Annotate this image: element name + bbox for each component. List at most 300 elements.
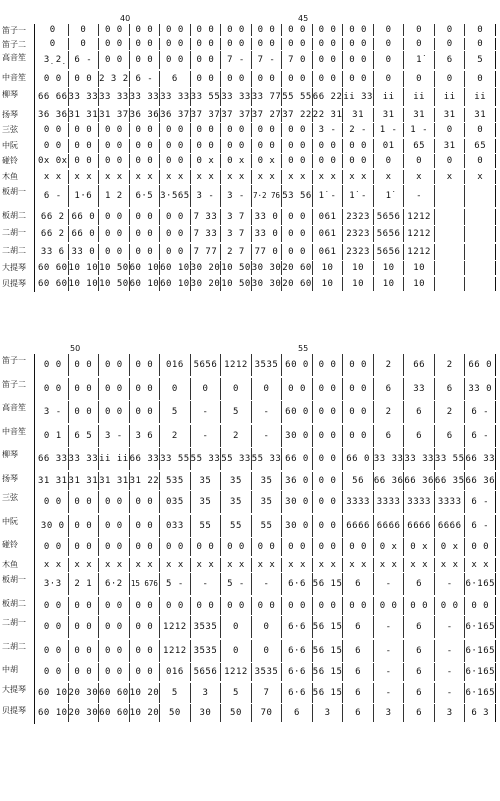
measure-cell: 0 0	[221, 597, 252, 615]
measure-cell: 3	[191, 683, 222, 703]
measure-cell: 0	[435, 154, 466, 168]
measure-cell: 0 0	[69, 354, 100, 376]
measure-cell: 22 31	[312, 109, 343, 120]
measure-cell: 66 36	[465, 472, 496, 490]
measure-cell: 10 50	[221, 278, 251, 289]
instrument-label: 大提琴	[2, 263, 26, 272]
measure-cell: 0 1	[38, 425, 69, 447]
measure-cell: 55	[221, 515, 252, 537]
measure-cell: 0 0	[282, 71, 313, 87]
measure-cell: 0	[69, 38, 100, 50]
measure-cell	[465, 261, 496, 275]
measure-cell: 55	[191, 515, 222, 537]
staff-row	[38, 378, 496, 400]
measure-cell: 0 0	[130, 663, 161, 681]
measure-cell: 0 0	[99, 663, 130, 681]
measure-cell: 0 0	[130, 538, 161, 556]
measure-cell: 5	[160, 683, 191, 703]
measure-cell: 33 33	[404, 448, 435, 470]
measure-cell: ii	[435, 88, 466, 106]
measure-cell: 0 0	[69, 640, 100, 662]
instrument-label: 二胡二	[2, 245, 26, 255]
measure-cell: 3	[313, 704, 344, 722]
measure-cell: 6	[282, 704, 313, 722]
measure-cell: 55	[252, 515, 283, 537]
measure-cell	[465, 185, 496, 207]
measure-cell: 77 0	[252, 244, 283, 260]
measure-cell: 0 0	[343, 38, 374, 50]
measure-cell: x x	[130, 558, 161, 572]
measure-cell: 33 0	[252, 226, 283, 242]
measure-cell: 0 0	[130, 515, 161, 537]
measure-cell: 70	[252, 704, 283, 722]
measure-cell: 0	[252, 640, 283, 662]
measure-cell: 0 0	[160, 38, 191, 50]
measure-cell: 30	[191, 704, 222, 722]
measure-cell: 66 36	[404, 472, 435, 490]
measure-cell: 1̇ -	[343, 185, 374, 207]
measure-cell: 0 0	[99, 209, 130, 225]
measure-cell: 3535	[191, 616, 222, 638]
measure-cell: 3 -	[38, 401, 69, 423]
measure-cell: 6 -	[465, 515, 496, 537]
measure-cell: 6	[343, 573, 374, 595]
instrument-label: 二胡一	[2, 228, 26, 237]
instrument-label: 柳琴	[2, 450, 18, 459]
measure-cell: -	[252, 425, 283, 447]
measure-cell: 6·6	[282, 616, 313, 638]
measure-cell: 0 0	[69, 71, 100, 87]
measure-cell: 0 0	[435, 597, 466, 615]
measure-cell: 0 0	[69, 139, 100, 153]
measure-cell: 0 0	[282, 123, 313, 137]
measure-cell: 0 0	[130, 38, 161, 50]
measure-cell: 0 0	[191, 139, 222, 153]
measure-cell: 0 0	[313, 597, 344, 615]
measure-cell: ii	[404, 88, 435, 106]
measure-cell: x x	[282, 170, 313, 184]
measure-cell: 6	[404, 704, 435, 722]
measure-cell: 60 10	[38, 683, 69, 703]
staff-row	[38, 38, 496, 50]
measure-cell: 20 60	[282, 278, 312, 289]
measure-cell: 5656	[191, 354, 222, 376]
measure-cell: 3 7	[221, 226, 252, 242]
measure-cell: 0 0	[69, 491, 100, 513]
measure-cell: 0 0	[343, 538, 374, 556]
measure-cell: 6666	[374, 515, 405, 537]
measure-cell: 0 0	[38, 354, 69, 376]
staff-row	[38, 538, 496, 556]
measure-cell: 0 0	[313, 71, 344, 87]
measure-cell: 0 0	[130, 354, 161, 376]
measure-cell: 2	[221, 425, 252, 447]
measure-cell: 10 20	[130, 704, 161, 722]
instrument-label: 板胡二	[2, 598, 26, 608]
measure-cell: 1212	[221, 354, 252, 376]
measure-cell: 0 0	[191, 123, 222, 137]
measure-cell: 0 0	[38, 491, 69, 513]
measure-cell: 6	[404, 401, 435, 423]
measure-cell: 37 27	[251, 109, 282, 120]
instrument-label: 二胡一	[2, 618, 26, 627]
measure-cell: 6·6	[282, 573, 313, 595]
measure-cell: 2323	[343, 226, 374, 242]
measure-cell: 0 0	[99, 597, 130, 615]
measure-cell: 10	[374, 261, 405, 275]
measure-cell: 0	[160, 378, 191, 400]
measure-cell: 2 1	[69, 573, 100, 595]
staff-row	[38, 558, 496, 572]
measure-cell: 10	[404, 261, 435, 275]
measure-cell: 31	[374, 108, 405, 122]
measure-cell: 5656	[191, 663, 222, 681]
measure-cell: 0 0	[252, 38, 283, 50]
measure-cell: 033	[160, 515, 191, 537]
measure-cell: 0 0	[374, 597, 405, 615]
measure-cell: x x	[160, 170, 191, 184]
instrument-label: 木鱼	[2, 171, 18, 181]
measure-cell: x x	[69, 170, 100, 184]
instrument-label: 笛子二	[2, 39, 26, 49]
measure-cell: x	[374, 170, 405, 184]
measure-cell: 0 0	[313, 538, 344, 556]
measure-cell: 0 0	[313, 139, 344, 153]
staff-row	[38, 401, 496, 423]
measure-cell: 3 6	[130, 425, 161, 447]
measure-cell: 0 0	[69, 663, 100, 681]
measure-cell: 1 -	[404, 123, 435, 137]
measure-cell: 10 10	[68, 263, 99, 273]
measure-cell: 0 0	[221, 538, 252, 556]
staff-row	[38, 123, 496, 137]
measure-cell: 0 0	[69, 378, 100, 400]
measure-cell: 0 0	[69, 597, 100, 615]
measure-cell: 1212	[160, 640, 191, 662]
measure-cell: 1̇ -	[313, 185, 344, 207]
bar-number: 45	[298, 14, 309, 23]
measure-cell: 0 0	[313, 154, 344, 168]
measure-cell: x x	[160, 558, 191, 572]
measure-cell: x x	[99, 558, 130, 572]
measure-cell: 6·6	[282, 640, 313, 662]
measure-cell: x	[465, 170, 496, 184]
measure-cell: x x	[374, 558, 405, 572]
measure-cell: 56 15	[313, 573, 344, 595]
measure-cell: x x	[191, 170, 222, 184]
measure-cell: 0 0	[160, 538, 191, 556]
measure-cell: 60 10	[129, 278, 160, 289]
measure-cell: 0	[374, 71, 405, 87]
measure-cell: 0 0	[99, 123, 130, 137]
measure-cell: 0 x	[191, 154, 222, 168]
measure-cell: 66 0	[69, 209, 100, 225]
measure-cell: 66 0	[282, 448, 313, 470]
measure-cell: 56	[343, 472, 374, 490]
measure-cell: 35	[252, 491, 283, 513]
measure-cell: 0 0	[99, 616, 130, 638]
measure-cell: 0	[221, 616, 252, 638]
measure-cell: 0 0	[252, 123, 283, 137]
measure-cell: 0	[374, 154, 405, 168]
measure-cell: 6 -	[69, 51, 100, 69]
measure-cell: 6	[435, 51, 466, 69]
measure-cell: 1 2	[99, 185, 130, 207]
measure-cell: 1212	[221, 663, 252, 681]
measure-cell: 55 55	[282, 88, 313, 106]
staff-row	[38, 515, 496, 537]
measure-cell: 061	[313, 226, 344, 242]
measure-cell: 0	[435, 123, 466, 137]
measure-cell: 35	[191, 491, 222, 513]
measure-cell	[435, 185, 466, 207]
staff-row	[38, 683, 496, 703]
instrument-label: 笛子一	[2, 26, 26, 35]
measure-cell: 0 0	[99, 515, 130, 537]
instrument-label: 碰铃	[2, 156, 18, 165]
measure-cell: 31 31	[69, 472, 100, 490]
measure-cell: -	[435, 616, 466, 638]
measure-cell: 6	[343, 663, 374, 681]
measure-cell: 0	[404, 71, 435, 87]
measure-cell: ii	[465, 88, 496, 106]
measure-cell: x x	[221, 170, 252, 184]
measure-cell: 5656	[374, 226, 405, 242]
measure-cell: x	[435, 170, 466, 184]
measure-cell: 0 0	[343, 154, 374, 168]
measure-cell: 016	[160, 354, 191, 376]
measure-cell: 0 0	[130, 378, 161, 400]
measure-cell: 0 0	[160, 226, 191, 242]
measure-cell: 36 36	[129, 109, 160, 120]
measure-cell: 0 0	[69, 616, 100, 638]
measure-cell: 0	[221, 640, 252, 662]
system-bracket	[34, 354, 38, 724]
measure-cell: 10	[313, 261, 344, 275]
measure-cell: 5	[160, 401, 191, 423]
measure-cell: 0 0	[99, 538, 130, 556]
staff-row	[38, 448, 496, 470]
measure-cell: 3̣ 2̣	[38, 51, 69, 69]
instrument-label: 扬琴	[2, 109, 18, 119]
measure-cell: 55 33	[252, 448, 283, 470]
measure-cell: 0 0	[38, 71, 69, 87]
measure-cell: 2	[374, 354, 405, 376]
measure-cell: 33 33	[374, 448, 405, 470]
measure-cell: 66 33	[38, 448, 69, 470]
measure-cell: 35	[221, 472, 252, 490]
staff-row	[38, 108, 496, 122]
measure-cell: 6	[374, 378, 405, 400]
measure-cell: 0 0	[343, 24, 374, 36]
measure-cell: 0 0	[221, 139, 252, 153]
measure-cell: 66 36	[374, 472, 405, 490]
staff-row	[38, 88, 496, 106]
measure-cell: 0 0	[282, 139, 313, 153]
measure-cell	[465, 226, 496, 242]
measure-cell: -	[191, 425, 222, 447]
measure-cell: 0 0	[343, 71, 374, 87]
measure-cell: 6·165	[465, 640, 496, 662]
measure-cell: 3535	[191, 640, 222, 662]
measure-cell: 33 55	[160, 448, 191, 470]
measure-cell: 0 0	[69, 515, 100, 537]
measure-cell: 0 0	[130, 209, 161, 225]
measure-cell: 0	[465, 71, 496, 87]
measure-cell: 0 0	[130, 401, 161, 423]
measure-cell: 60 10	[38, 704, 69, 722]
measure-cell: 6	[160, 71, 191, 87]
measure-cell: 0 0	[99, 640, 130, 662]
measure-cell: 6	[404, 425, 435, 447]
staff-row	[38, 616, 496, 638]
measure-cell: 6 -	[465, 425, 496, 447]
measure-cell: 2	[435, 401, 466, 423]
measure-cell: -	[374, 573, 405, 595]
measure-cell: 33 55	[191, 88, 222, 106]
measure-cell: x x	[38, 558, 69, 572]
measure-cell: 035	[160, 491, 191, 513]
measure-cell: 60 10	[160, 263, 190, 273]
instrument-label: 贝提琴	[2, 278, 26, 288]
measure-cell: 0	[374, 24, 405, 36]
measure-cell: x x	[343, 170, 374, 184]
measure-cell: 7	[252, 683, 283, 703]
measure-cell: 0	[404, 24, 435, 36]
measure-cell: x x	[38, 170, 69, 184]
measure-cell: 0 0	[282, 597, 313, 615]
measure-cell: 60 60	[99, 683, 130, 703]
measure-cell: 0 x	[374, 538, 405, 556]
measure-cell: 0 0	[69, 538, 100, 556]
measure-cell: 33 33	[221, 88, 252, 106]
measure-cell: 061	[313, 244, 344, 260]
measure-cell: 6	[343, 683, 374, 703]
measure-cell: 35	[252, 472, 283, 490]
measure-cell: 6	[435, 425, 466, 447]
measure-cell: 31 22	[130, 472, 161, 490]
measure-cell: 36 37	[160, 109, 190, 120]
measure-cell: 6	[435, 378, 466, 400]
instrument-label: 笛子一	[2, 356, 26, 365]
measure-cell: 6 5	[69, 425, 100, 447]
instrument-label: 二胡二	[2, 641, 26, 651]
measure-cell: 66 22	[313, 88, 344, 106]
measure-cell: 6·6	[282, 663, 313, 681]
measure-cell: 0 0	[313, 24, 344, 36]
measure-cell: x x	[252, 558, 283, 572]
measure-cell: 6	[343, 704, 374, 722]
measure-cell: ii ii	[99, 448, 130, 470]
instrument-label: 扬琴	[2, 473, 18, 483]
measure-cell: 0 0	[191, 51, 222, 69]
measure-cell: 0	[374, 51, 405, 69]
measure-cell: 2323	[343, 244, 374, 260]
measure-cell: 0 0	[160, 209, 191, 225]
measure-cell: 10 50	[99, 278, 129, 289]
staff-row	[38, 663, 496, 681]
system-bracket	[34, 24, 38, 292]
measure-cell: 10 10	[68, 278, 99, 289]
measure-cell: -	[435, 663, 466, 681]
measure-cell: 0 0	[191, 597, 222, 615]
measure-cell: 5656	[374, 209, 405, 225]
measure-cell: 0	[38, 24, 69, 36]
measure-cell: 0 0	[313, 448, 344, 470]
measure-cell: x x	[313, 558, 344, 572]
staff-row	[38, 226, 496, 242]
measure-cell: 60 0	[282, 401, 313, 423]
measure-cell: -	[435, 683, 466, 703]
measure-cell: 3·3	[38, 573, 69, 595]
measure-cell: 3 -	[99, 425, 130, 447]
measure-cell: 0 0	[343, 401, 374, 423]
measure-cell: 37 37	[190, 109, 221, 120]
measure-cell: 10	[404, 277, 435, 291]
measure-cell: 1212	[404, 226, 435, 242]
measure-cell: 6 3	[465, 704, 496, 722]
measure-cell: 3333	[343, 491, 374, 513]
measure-cell: 0 0	[282, 244, 313, 260]
measure-cell: -	[191, 573, 222, 595]
staff-row	[38, 244, 496, 260]
measure-cell: 0	[252, 378, 283, 400]
measure-cell: 0 0	[343, 425, 374, 447]
measure-cell	[435, 261, 466, 275]
measure-cell: 7 77	[191, 244, 222, 260]
measure-cell: 2	[160, 425, 191, 447]
measure-cell: -	[252, 401, 283, 423]
measure-cell: 0 0	[130, 491, 161, 513]
measure-cell: 7 33	[191, 226, 222, 242]
measure-cell: 3333	[374, 491, 405, 513]
measure-cell: 15 676	[130, 573, 161, 595]
measure-cell: x x	[465, 558, 496, 572]
staff-row	[38, 261, 496, 275]
measure-cell: 0 0	[38, 123, 69, 137]
staff-row	[38, 139, 496, 153]
measure-cell: 66 2	[38, 226, 69, 242]
measure-cell: 66 35	[435, 472, 466, 490]
instrument-label: 高音笙	[2, 53, 26, 62]
measure-cell: 6	[404, 683, 435, 703]
measure-cell: 0 0	[130, 139, 161, 153]
measure-cell: 31 31	[38, 472, 69, 490]
measure-cell: 535	[160, 472, 191, 490]
measure-cell: ii 33	[343, 88, 374, 106]
measure-cell: 33 77	[252, 88, 283, 106]
measure-cell	[435, 226, 466, 242]
measure-cell: 33 33	[99, 88, 130, 106]
staff-row	[38, 573, 496, 595]
measure-cell: 0 0	[252, 71, 283, 87]
instrument-label: 板胡一	[2, 187, 26, 196]
measure-cell: 3	[374, 704, 405, 722]
measure-cell: 0 x	[435, 538, 466, 556]
measure-cell: 0 0	[130, 597, 161, 615]
measure-cell: 6·165	[465, 573, 496, 595]
measure-cell: x x	[99, 170, 130, 184]
instrument-label: 中音笙	[2, 72, 26, 82]
measure-cell: x x	[282, 558, 313, 572]
measure-cell: 66 2	[38, 209, 69, 225]
measure-cell: 3 -	[221, 185, 252, 207]
instrument-label: 板胡二	[2, 210, 26, 220]
measure-cell: x x	[435, 558, 466, 572]
measure-cell: 0 0	[99, 154, 130, 168]
measure-cell: 30 20	[190, 263, 221, 273]
measure-cell: 6666	[435, 515, 466, 537]
